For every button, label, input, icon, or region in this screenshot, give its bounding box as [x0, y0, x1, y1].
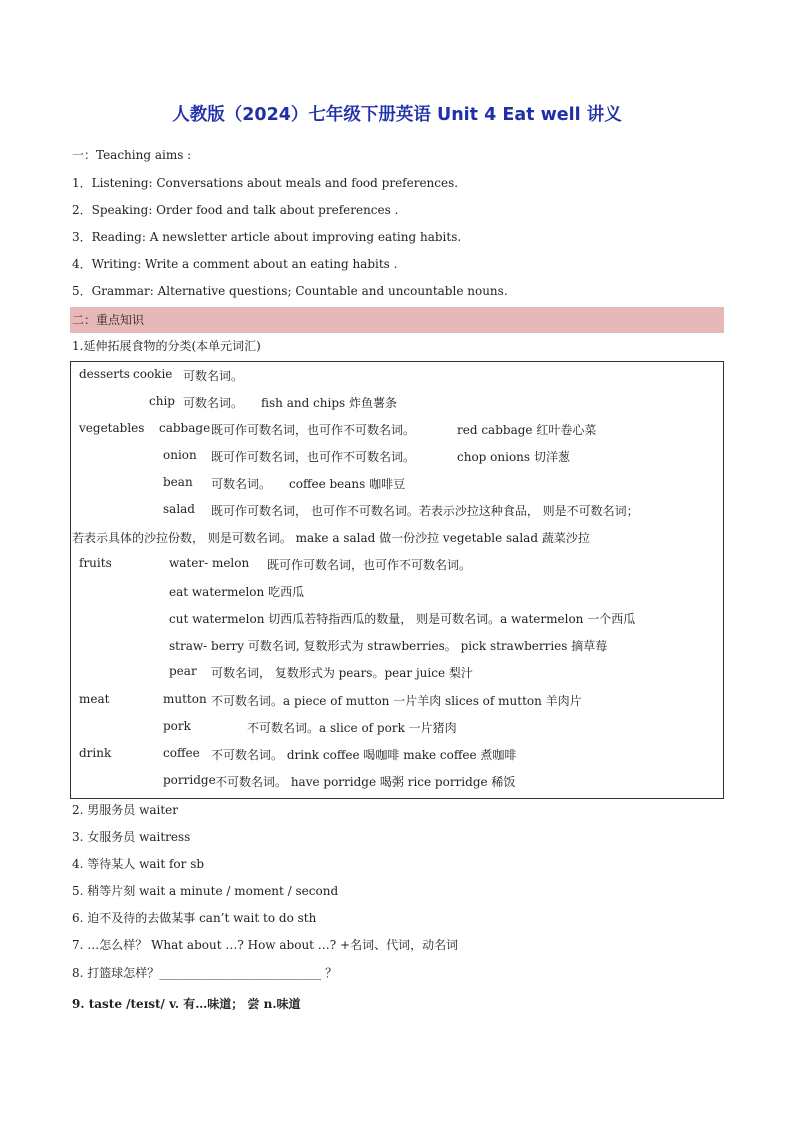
phrase-fish-and-chips: fish and chips 炸鱼薯条: [261, 396, 398, 410]
point-7: 7. …怎么样？ What about …? How about …? +名词、代词，动名词: [72, 938, 459, 952]
point-8: 8. 打篮球怎样？___________________________ ？: [72, 966, 338, 980]
vocab-table: [70, 361, 724, 799]
note-salad-continued: 若表示具体的沙拉份数， 则是可数名词。 make a salad 做一份沙拉 vegetable salad 蔬菜沙拉: [72, 531, 590, 545]
note-pork: 不可数名词。a slice of pork 一片猪肉: [247, 721, 457, 735]
category-desserts: desserts: [79, 367, 130, 381]
word-pear: pear: [169, 664, 197, 678]
category-fruits: fruits: [79, 556, 112, 570]
word-chip: chip: [149, 394, 175, 408]
word-strawberry: straw- berry 可数名词, 复数形式为 strawberries。 pick strawberries 摘草莓: [169, 639, 608, 653]
section-heading: 二：重点知识: [72, 313, 145, 327]
teaching-aim-4: 4．Writing: Write a comment about an eating habits .: [72, 257, 398, 271]
category-vegetables: vegetables: [79, 421, 145, 435]
word-watermelon: water- melon: [169, 556, 250, 570]
phrase-chop-onions: chop onions 切洋葱: [457, 450, 570, 464]
word-salad: salad: [163, 502, 195, 516]
note-cookie: 可数名词。: [183, 369, 244, 383]
teaching-aim-1: 1．Listening: Conversations about meals and food preferences.: [72, 176, 459, 190]
page-title: 人教版（2024）七年级下册英语 Unit 4 Eat well 讲义: [172, 105, 622, 125]
word-coffee: coffee: [163, 746, 200, 760]
point-4: 4. 等待某人 wait for sb: [72, 857, 205, 871]
point-2: 2. 男服务员 waiter: [72, 803, 179, 817]
phrase-coffee-beans: coffee beans 咖啡豆: [289, 477, 406, 491]
category-meat: meat: [79, 692, 110, 706]
note-pear: 可数名词， 复数形式为 pears。pear juice 梨汁: [211, 666, 473, 680]
note-salad: 既可作可数名词， 也可作不可数名词。若表示沙拉这种食品， 则是不可数名词；: [211, 504, 639, 518]
phrase-red-cabbage: red cabbage 红叶卷心菜: [457, 423, 597, 437]
word-onion: onion: [163, 448, 197, 462]
section-heading-bar: [70, 307, 724, 333]
note-coffee: 不可数名词。 drink coffee 喝咖啡 make coffee 煮咖啡: [211, 748, 517, 762]
teaching-aims-heading: 一：Teaching aims :: [72, 148, 192, 162]
note-porridge: 不可数名词。 have porridge 喝粥 rice porridge 稀饭: [215, 775, 516, 789]
phrase-eat-watermelon: eat watermelon 吃西瓜: [169, 585, 305, 599]
point-3: 3. 女服务员 waitress: [72, 830, 191, 844]
phrase-cut-watermelon: cut watermelon 切西瓜若特指西瓜的数量， 则是可数名词。a watermelon 一个西瓜: [169, 612, 636, 626]
point-9: 9. taste /teɪst/ v. 有…味道； 尝 n.味道: [72, 997, 301, 1011]
word-mutton: mutton: [163, 692, 207, 706]
point-5: 5. 稍等片刻 wait a minute / moment / second: [72, 884, 339, 898]
word-pork: pork: [163, 719, 191, 733]
vocab-heading: 1.延伸拓展食物的分类(本单元词汇): [72, 339, 261, 353]
note-watermelon: 既可作可数名词，也可作不可数名词。: [267, 558, 472, 572]
note-bean: 可数名词。: [211, 477, 272, 491]
word-cabbage: cabbage: [159, 421, 211, 435]
teaching-aim-5: 5．Grammar: Alternative questions; Countable and uncountable nouns.: [72, 284, 508, 298]
category-drink: drink: [79, 746, 112, 760]
word-cookie: cookie: [133, 367, 173, 381]
teaching-aim-3: 3．Reading: A newsletter article about improving eating habits.: [72, 230, 462, 244]
word-bean: bean: [163, 475, 193, 489]
note-mutton: 不可数名词。a piece of mutton 一片羊肉 slices of mutton 羊肉片: [211, 694, 582, 708]
point-6: 6. 迫不及待的去做某事 can’t wait to do sth: [72, 911, 317, 925]
note-onion: 既可作可数名词，也可作不可数名词。: [211, 450, 416, 464]
teaching-aim-2: 2．Speaking: Order food and talk about preferences .: [72, 203, 399, 217]
word-porridge: porridge: [163, 773, 216, 787]
note-cabbage: 既可作可数名词，也可作不可数名词。: [211, 423, 416, 437]
note-chip: 可数名词。: [183, 396, 244, 410]
